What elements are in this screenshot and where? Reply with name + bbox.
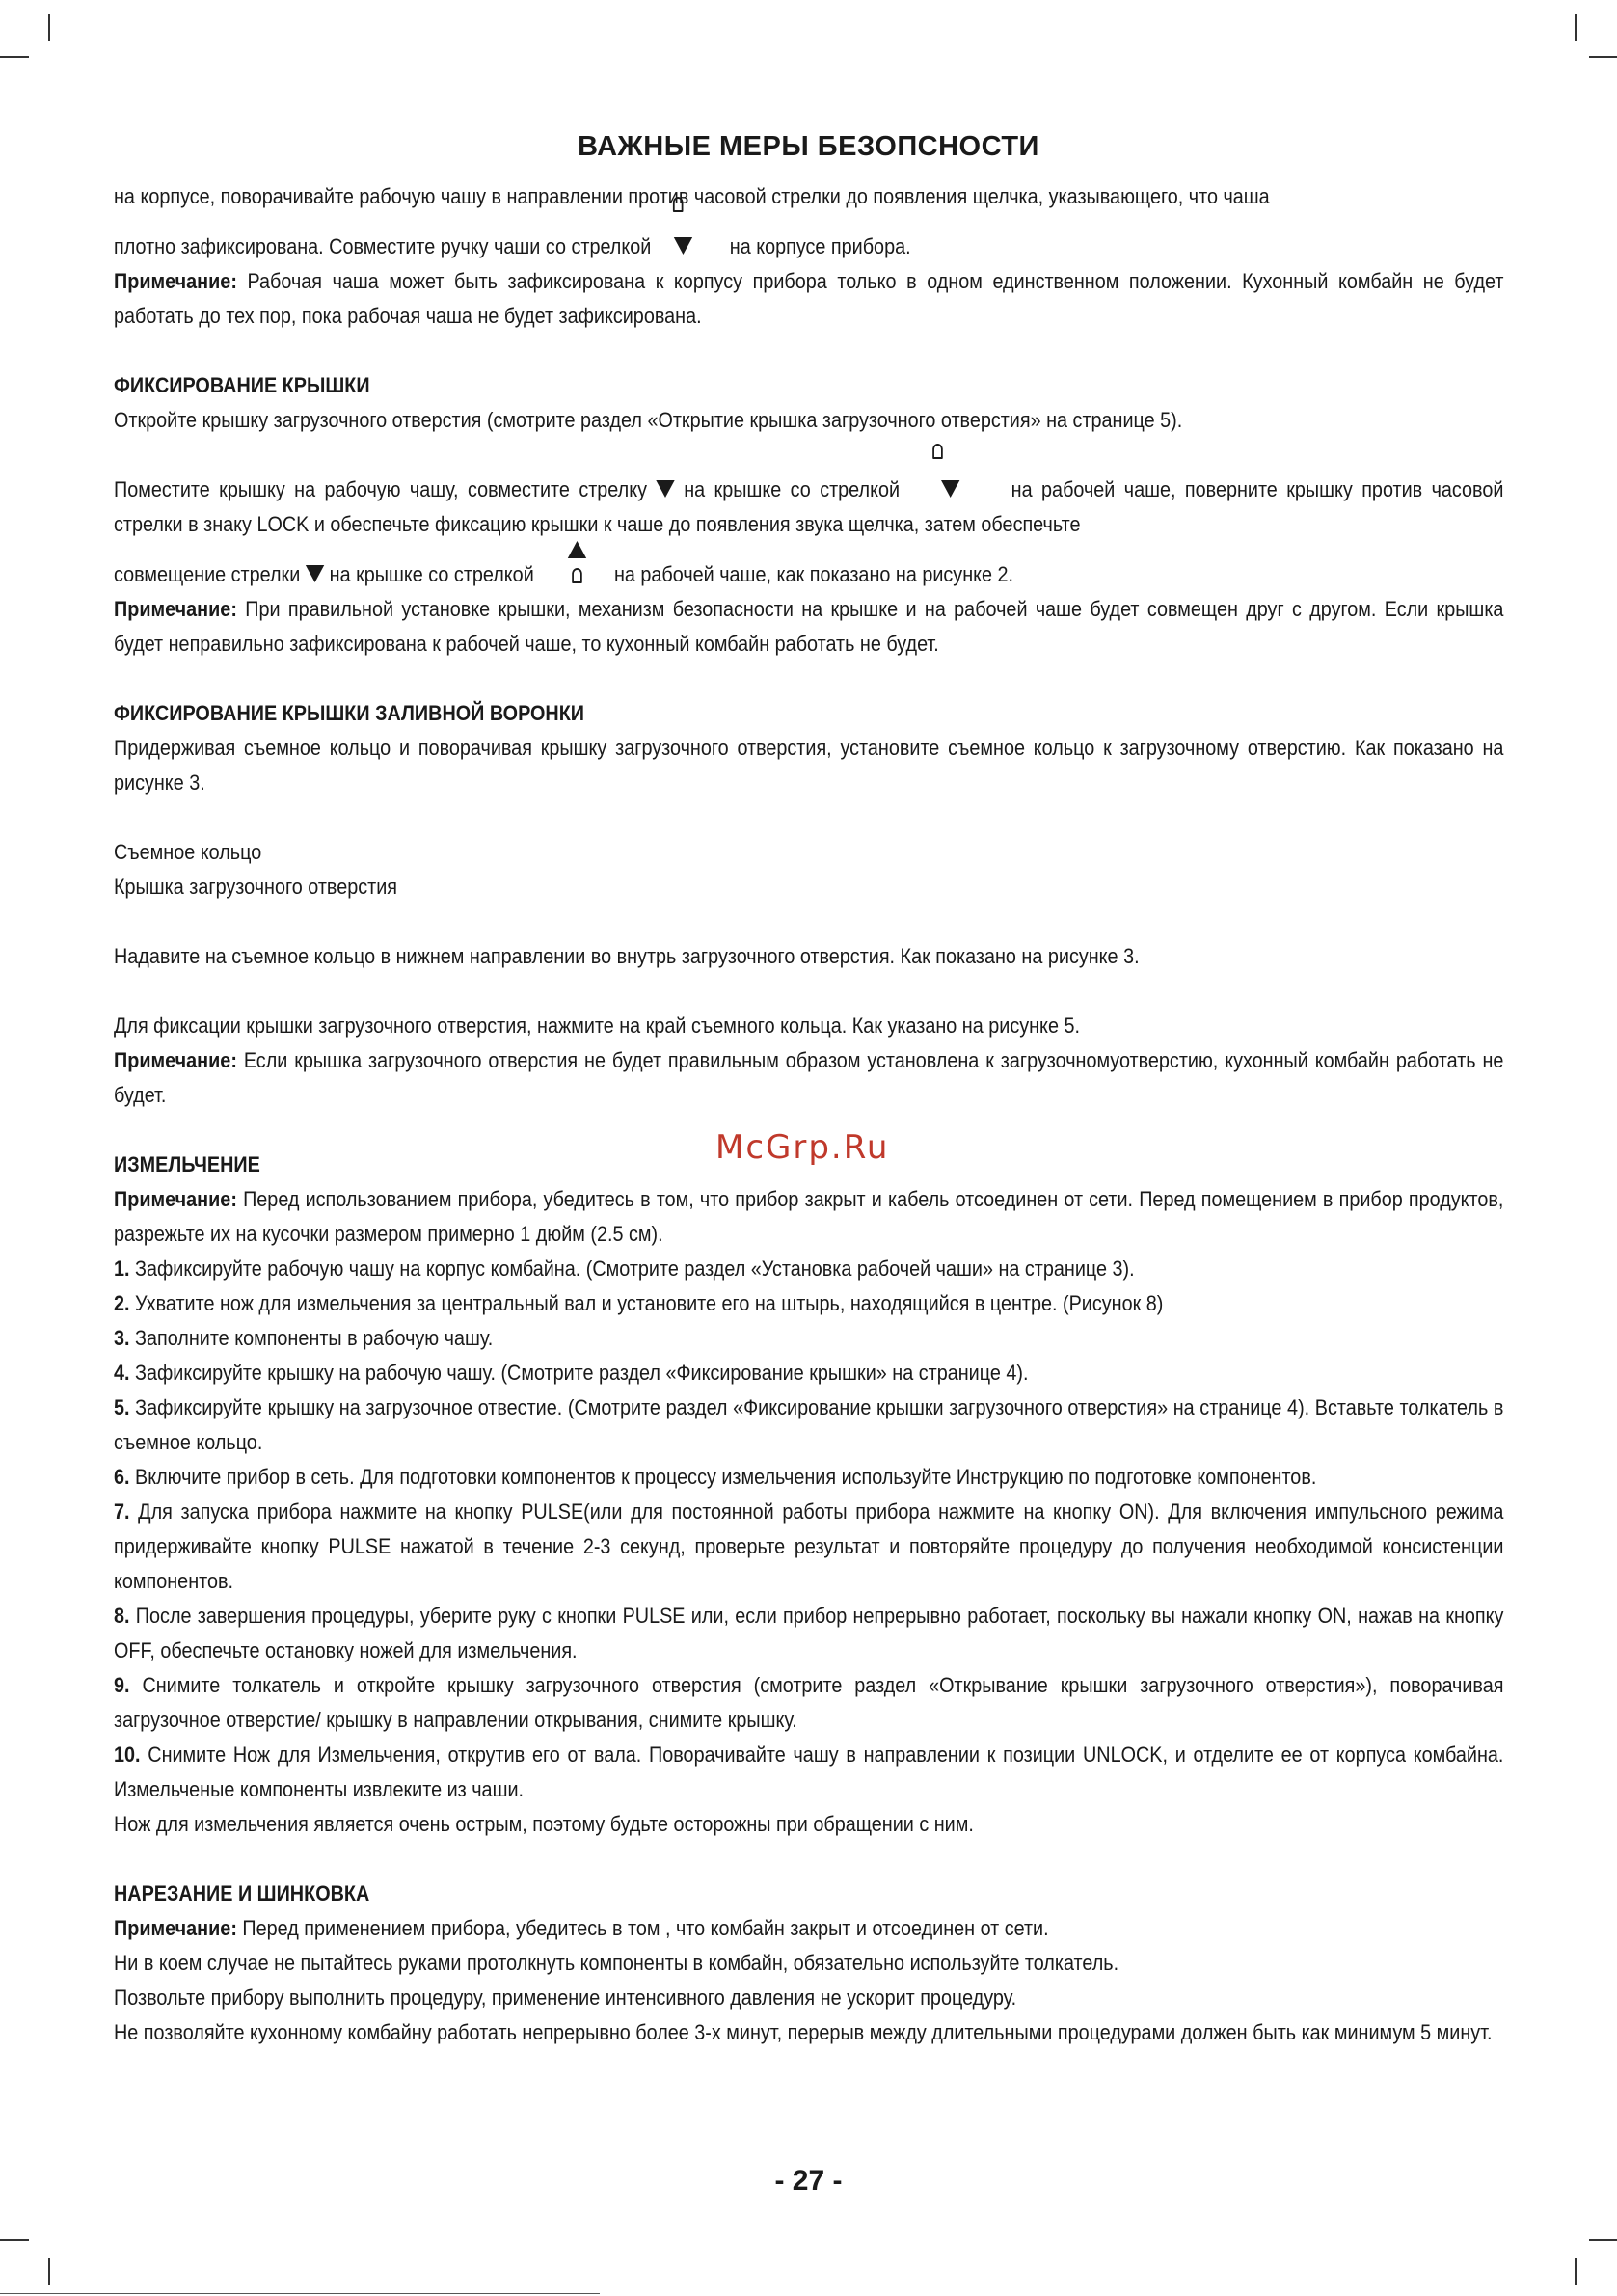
- slice-note: [114, 1911, 1503, 1946]
- section-heading-funnel: ФИКСИРОВАНИЕ КРЫШКИ ЗАЛИВНОЙ ВОРОНКИ: [114, 701, 585, 725]
- chop-step: 6. Включите прибор в сеть. Для подготовки компонентов к процессу измельчения используйте Инструкцию по подготовке компонентов.: [114, 1465, 1317, 1489]
- funnel-paragraph-3: Для фиксации крышки загрузочного отверстия, нажмите на край съемного кольца. Как указано на рисунке 5.: [114, 1013, 1080, 1038]
- crop-mark: [0, 2239, 29, 2241]
- note-text: Рабочая чаша может быть зафиксирована к корпусу прибора только в одном единственном положении. Кухонный комбайн не будет работать до тех пор, пока рабочая чаша не будет зафиксирована.: [114, 269, 1504, 328]
- crop-mark: [1575, 2258, 1577, 2285]
- watermark: McGrp.Ru: [715, 1128, 890, 1167]
- note-text: Перед применением прибора, убедитесь в том , что комбайн закрыт и отсоединен от сети.: [236, 1916, 1049, 1940]
- arrow-down-icon: [656, 480, 674, 498]
- intro-line-2-text-a: плотно зафиксирована. Совместите ручку чаши со стрелкой: [114, 234, 652, 258]
- note-text: Если крышка загрузочного отверстия не будет правильным образом установлена к загрузочномуотверстию, кухонный комбайн работать не будет.: [114, 1048, 1504, 1107]
- note-label: Примечание:: [114, 269, 237, 293]
- crop-mark: [1575, 14, 1577, 41]
- lid-paragraph-3: совмещение стрелки на крышке со стрелкой на рабочей чаше, как показано на рисунке 2.: [114, 557, 1503, 592]
- chop-step: 10. Снимите Нож для Измельчения, открутив его от вала. Поворачивайте чашу в направлении к позиции UNLOCK, и отделите ее от корпуса комбайна. Измельченые компоненты извлеките из чаши.: [114, 1742, 1504, 1801]
- chop-step: 5. Зафиксируйте крышку на загрузочное отвестие. (Смотрите раздел «Фиксирование крышки загрузочного отверстия» на странице 4). Вставьте толкатель в съемное кольцо.: [114, 1395, 1504, 1454]
- slice-paragraph-1: Ни в коем случае не пытайтесь руками протолкнуть компоненты в комбайн, обязательно используйте толкатель.: [114, 1951, 1119, 1975]
- note-label: Примечание:: [114, 1916, 237, 1940]
- document-body: [114, 179, 1503, 2050]
- page-number: - 27 -: [774, 2165, 843, 2197]
- note-label: Примечание:: [114, 1048, 237, 1072]
- crop-mark: [48, 2258, 50, 2285]
- intro-note: [114, 264, 1503, 334]
- chop-step: 9. Снимите толкатель и откройте крышку загрузочного отверстия (смотрите раздел «Открывание крышки загрузочного отверстия»), поворачивая загрузочное отверстие/ крышку в направлении открывания, снимите крышку.: [114, 1673, 1504, 1732]
- page-title: ВАЖНЫЕ МЕРЫ БЕЗОПСНОСТИ: [578, 131, 1039, 162]
- arrow-down-icon: [306, 565, 324, 582]
- lid-note: [114, 592, 1503, 662]
- crop-mark: [1589, 56, 1617, 58]
- crop-mark: [1589, 2239, 1617, 2241]
- funnel-label-ring: Съемное кольцо: [114, 840, 262, 864]
- chop-note: [114, 1182, 1503, 1252]
- lid-paragraph-2: Поместите крышку на рабочую чашу, совместите стрелку на крышке со стрелкой на рабочей чаше, поверните крышку против часовой стрелки в знаку LOCK и обеспечьте фиксацию крышки к чаше до появления звука щелчка, затем обеспечьте: [114, 473, 1503, 542]
- chop-step: 1. Зафиксируйте рабочую чашу на корпус комбайна. (Смотрите раздел «Установка рабочей чаши» на странице 3).: [114, 1256, 1135, 1281]
- section-heading-slice: НАРЕЗАНИЕ И ШИНКОВКА: [114, 1881, 370, 1905]
- funnel-note: [114, 1043, 1503, 1113]
- slice-paragraph-3: Не позволяйте кухонному комбайну работать непрерывно более 3-х минут, перерыв между длительными процедурами должен быть как минимум 5 минут.: [114, 2020, 1493, 2044]
- chop-step: 8. После завершения процедуры, уберите руку с кнопки PULSE или, если прибор непрерывно работает, поскольку вы нажали кнопку ON, нажав на кнопку OFF, обеспечьте остановку ножей для измельчения.: [114, 1604, 1504, 1662]
- section-heading-lid: ФИКСИРОВАНИЕ КРЫШКИ: [114, 373, 370, 397]
- note-text: Перед использованием прибора, убедитесь в том, что прибор закрыт и кабель отсоединен от сети. Перед помещением в прибор продуктов, разрежьте их на кусочки размером примерно 1 дюйм (2.5 см).: [114, 1187, 1504, 1246]
- note-label: Примечание:: [114, 1187, 237, 1211]
- intro-line-1: на корпусе, поворачивайте рабочую чашу в направлении против часовой стрелки до появления щелчка, указывающего, что чаша: [114, 184, 1270, 208]
- chop-step: 7. Для запуска прибора нажмите на кнопку PULSE(или для постоянной работы прибора нажмите на кнопку ON). Для включения импульсного режима придерживайте кнопку PULSE нажатой в течение 2-3 секунд, проверьте результат и повторяйте процедуру до получения необходимой консистенции компонентов.: [114, 1499, 1504, 1593]
- funnel-paragraph-1: Придерживая съемное кольцо и поворачивая крышку загрузочного отверстия, установите съемное кольцо к загрузочному отверстию. Как показано на рисунке 3.: [114, 736, 1504, 795]
- note-text: При правильной установке крышки, механизм безопасности на крышке и на рабочей чаше будет совмещен друг с другом. Если крышка будет неправильно зафиксирована к рабочей чаше, то кухонный комбайн работать не будет.: [114, 597, 1504, 656]
- lock-open-arrow-icon: [921, 473, 972, 507]
- intro-line-2-text-b: на корпусе прибора.: [729, 234, 911, 258]
- crop-mark: [48, 14, 50, 41]
- lock-closed-arrow-icon: [665, 230, 708, 264]
- funnel-paragraph-2: Надавите на съемное кольцо в нижнем направлении во внутрь загрузочного отверстия. Как показано на рисунке 3.: [114, 944, 1140, 968]
- section-heading-chop: ИЗМЕЛЬЧЕНИЕ: [114, 1152, 260, 1176]
- funnel-label-cover: Крышка загрузочного отверстия: [114, 875, 397, 899]
- chop-step: 3. Заполните компоненты в рабочую чашу.: [114, 1326, 494, 1350]
- lid-paragraph-1: Откройте крышку загрузочного отверстия (смотрите раздел «Открытие крышка загрузочного отверстия» на странице 5).: [114, 408, 1183, 432]
- crop-line: [0, 2293, 600, 2294]
- chop-step: 4. Зафиксируйте крышку на рабочую чашу. (Смотрите раздел «Фиксирование крышки» на странице 4).: [114, 1361, 1029, 1385]
- intro-line-2: [114, 230, 1503, 264]
- slice-paragraph-2: Позвольте прибору выполнить процедуру, применение интенсивного давления не ускорит процедуру.: [114, 1985, 1017, 2010]
- chop-step: 2. Ухватите нож для измельчения за центральный вал и установите его на штырь, находящийся в центре. (Рисунок 8): [114, 1291, 1164, 1315]
- note-label: Примечание:: [114, 597, 237, 621]
- crop-mark: [0, 56, 29, 58]
- chop-final: Нож для измельчения является очень острым, поэтому будьте осторожны при обращении с ним.: [114, 1812, 974, 1836]
